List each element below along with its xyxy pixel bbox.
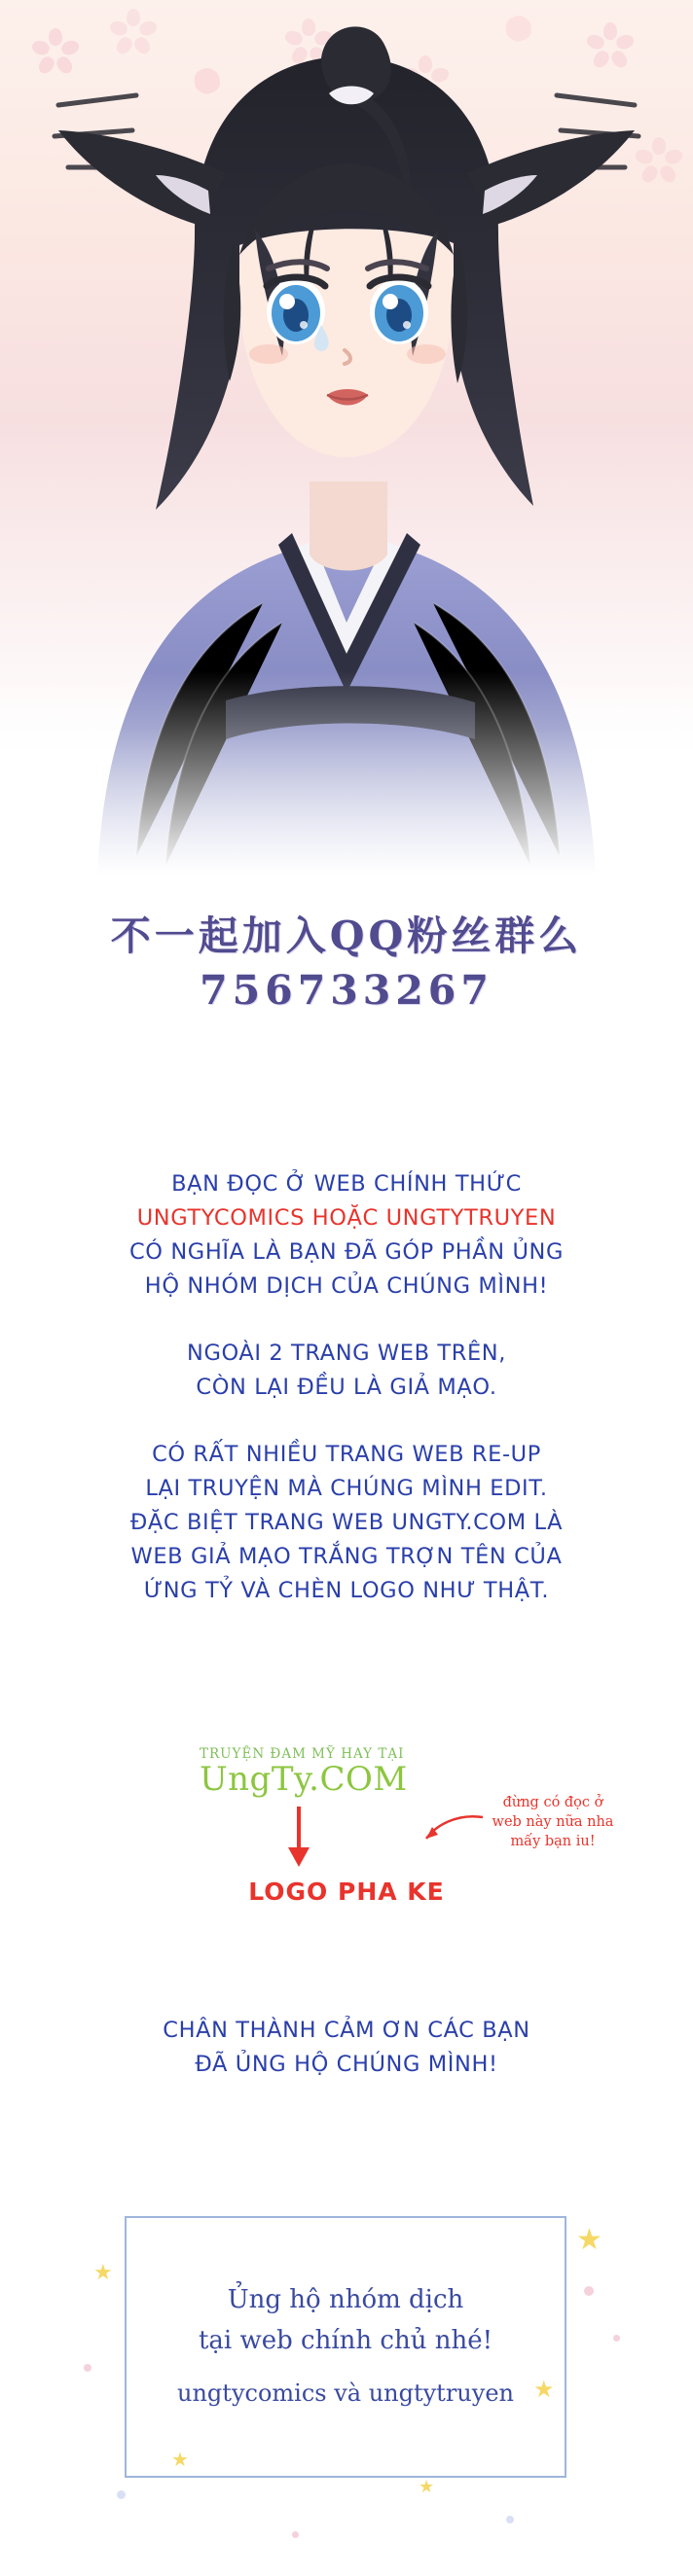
spacer — [0, 1405, 693, 1438]
warning-note-line: mấy bạn iu! — [510, 1834, 596, 1849]
fake-logo-wordmark: UngTy.COM — [200, 1760, 408, 1799]
qq-heading-line-1: 不一起加入QQ粉丝群么 — [110, 912, 583, 959]
notice-line: WEB GIẢ MẠO TRẮNG TRỢN TÊN CỦA — [130, 1544, 563, 1569]
dot-decoration — [117, 2490, 126, 2499]
star-icon: ★ — [93, 2261, 113, 2285]
fake-logo-graphic — [200, 1746, 408, 1799]
fake-site-warning-note — [465, 1793, 640, 1851]
support-card-frame — [125, 2216, 566, 2478]
notice-line: CÓ NGHĨA LÀ BẠN ĐÃ GÓP PHẦN ỦNG — [129, 1239, 564, 1265]
star-icon: ★ — [419, 2477, 435, 2497]
support-card-line-1: Ủng hộ nhóm dịch — [227, 2284, 464, 2314]
fake-logo-tagline: TRUYỆN ĐAM MỸ HAY TẠI — [200, 1746, 405, 1762]
bottom-card-zone — [0, 2169, 693, 2576]
thanks-text — [0, 2014, 693, 2082]
notice-line: ỨNG TỶ VÀ CHÈN LOGO NHƯ THẬT. — [143, 1578, 550, 1603]
dot-decoration — [613, 2335, 620, 2342]
notice-line: ĐẶC BIỆT TRANG WEB UNGTY.COM LÀ — [129, 1510, 564, 1535]
notice-line: NGOÀI 2 TRANG WEB TRÊN, — [187, 1341, 506, 1366]
down-arrow-icon — [288, 1807, 310, 1867]
notice-line: LẠI TRUYỆN MÀ CHÚNG MÌNH EDIT. — [145, 1476, 548, 1501]
dot-decoration — [506, 2516, 514, 2523]
notice-line: CÓ RẤT NHIỀU TRANG WEB RE-UP — [152, 1442, 541, 1467]
spacer — [0, 1304, 693, 1337]
warning-note-line: web này nữa nha — [492, 1814, 614, 1830]
notice-line-official-sites: UNGTYCOMICS HOẶC UNGTYTRUYEN — [136, 1205, 557, 1231]
support-card-line-2: tại web chính chủ nhé! — [198, 2325, 493, 2355]
notice-line: BẠN ĐỌC Ở WEB CHÍNH THỨC — [171, 1171, 522, 1197]
character-illustration — [0, 0, 693, 876]
notice-line: HỘ NHÓM DỊCH CỦA CHÚNG MÌNH! — [144, 1273, 549, 1299]
support-card-sites: ungtycomics và ungtytruyen — [177, 2379, 514, 2407]
warning-note-line: đừng có đọc ở — [502, 1795, 603, 1810]
thanks-line: CHÂN THÀNH CẢM ƠN CÁC BẠN — [163, 2018, 530, 2043]
star-icon: ★ — [171, 2448, 189, 2471]
star-icon: ★ — [576, 2223, 602, 2257]
notice-line: CÒN LẠI ĐỀU LÀ GIẢ MẠO. — [196, 1375, 497, 1400]
dot-decoration — [584, 2286, 594, 2296]
notice-text — [0, 1167, 693, 1608]
dot-decoration — [292, 2531, 299, 2538]
fake-logo-label: LOGO PHA KE — [248, 1878, 445, 1906]
dot-decoration — [84, 2364, 91, 2372]
qq-group-heading — [0, 910, 693, 1020]
thanks-line: ĐÃ ỦNG HỘ CHÚNG MÌNH! — [195, 2052, 498, 2077]
artwork-panel — [0, 0, 693, 876]
qq-group-number: 756733267 — [200, 967, 493, 1015]
star-icon: ★ — [533, 2376, 555, 2403]
fake-logo-demo — [0, 1746, 693, 1970]
